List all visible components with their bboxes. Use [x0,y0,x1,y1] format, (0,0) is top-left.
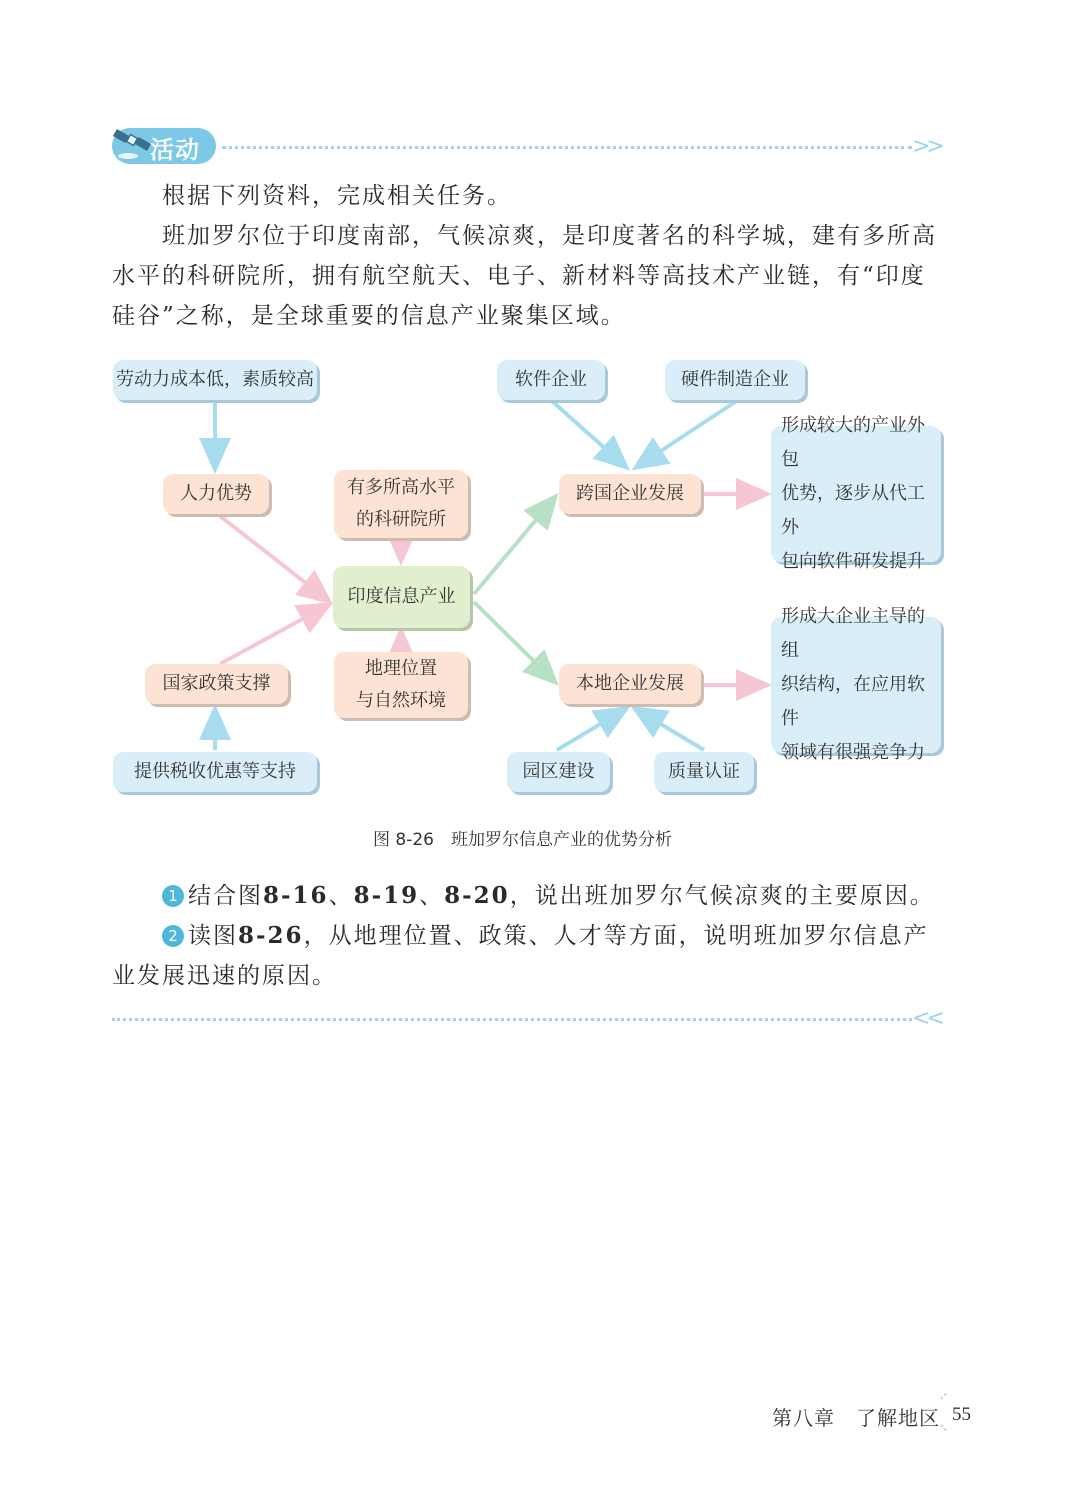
question-2-number: 2 [162,925,184,947]
q1-ref-3: 8-20 [444,882,510,909]
box-local-development: 本地企业发展 [559,664,701,704]
box-park-construction: 园区建设 [507,752,610,792]
q2-ref: 8-26 [238,922,304,949]
q1-ref-2: 8-19 [353,882,420,909]
figure-caption: 图 8-26 班加罗尔信息产业的优势分析 [373,830,672,850]
box-hardware-enterprises: 硬件制造企业 [665,360,805,400]
arrow-software-to-multinational [553,402,627,468]
enterprise-line3: 领域有很强竞争力 [781,742,925,763]
box-large-enterprise-structure [771,606,941,763]
double-chevron-right-icon: >> [912,134,941,159]
dotted-divider-bottom [112,1018,912,1021]
q2-text-b: ，从地理位置、政策、人才等方面，说明班加罗尔信息产业发展迅速的原因。 [112,923,929,989]
q1-ref-1: 8-16 [263,882,329,909]
intro-line: 根据下列资料，完成相关任务。 [162,183,512,209]
box-research-institutes [334,470,468,538]
question-1-number: 1 [162,885,184,907]
box-human-advantage: 人力优势 [163,474,269,514]
arrow-policy-to-center [220,604,330,664]
outsource-line1: 形成较大的产业外包 [781,415,925,470]
arrow-human-to-center [220,516,330,602]
outsource-line2: 优势，逐步从代工外 [781,483,925,538]
arrow-hardware-to-multinational [635,402,735,468]
arrow-park-to-local [557,708,627,750]
box-research-line2: 的科研院所 [356,509,446,530]
activity-title: 活动 [150,136,200,164]
outsource-line3: 包向软件研发提升 [781,551,925,572]
q1-sep-2: 、 [419,883,445,909]
chapter-footer: 第八章 了解地区 [772,1406,940,1430]
arrow-quality-to-local [634,708,704,750]
box-research-line1: 有多所高水平 [347,477,455,498]
box-geo-line1: 地理位置 [365,658,437,679]
intro-paragraph: 班加罗尔位于印度南部，气候凉爽，是印度著名的科学城，建有多所高水平的科研院所，拥有航空航天、电子、新材料等高技术产业链，有“印度硅谷”之称，是全球重要的信息产业聚集区域。 [112,223,937,329]
enterprise-line1: 形成大企业主导的组 [781,606,925,661]
q2-text-a: 读图 [188,923,238,949]
box-geo-line2: 与自然环境 [356,690,446,711]
box-geography [334,652,468,718]
box-multinational-development: 跨国企业发展 [559,474,701,514]
box-outsourcing-advantage [771,415,941,572]
q1-sep-1: 、 [328,883,354,909]
arrow-center-to-local [474,602,556,683]
arrow-center-to-multinational [474,496,556,594]
page-number: 55 [952,1404,971,1425]
box-labor: 劳动力成本低，素质较高 [113,360,317,400]
enterprise-line2: 织结构，在应用软件 [781,674,925,729]
question-1 [162,876,935,916]
q1-text-b: ，说出班加罗尔气候凉爽的主要原因。 [509,883,935,909]
box-national-policy: 国家政策支撑 [145,664,288,704]
box-india-it-industry: 印度信息产业 [333,566,470,628]
question-2 [112,916,942,996]
box-software-enterprises: 软件企业 [497,360,605,400]
box-quality-certification: 质量认证 [654,752,754,792]
box-tax-support: 提供税收优惠等支持 [113,752,317,792]
q1-text-a: 结合图 [188,883,263,909]
double-chevron-left-icon: << [912,1006,941,1031]
